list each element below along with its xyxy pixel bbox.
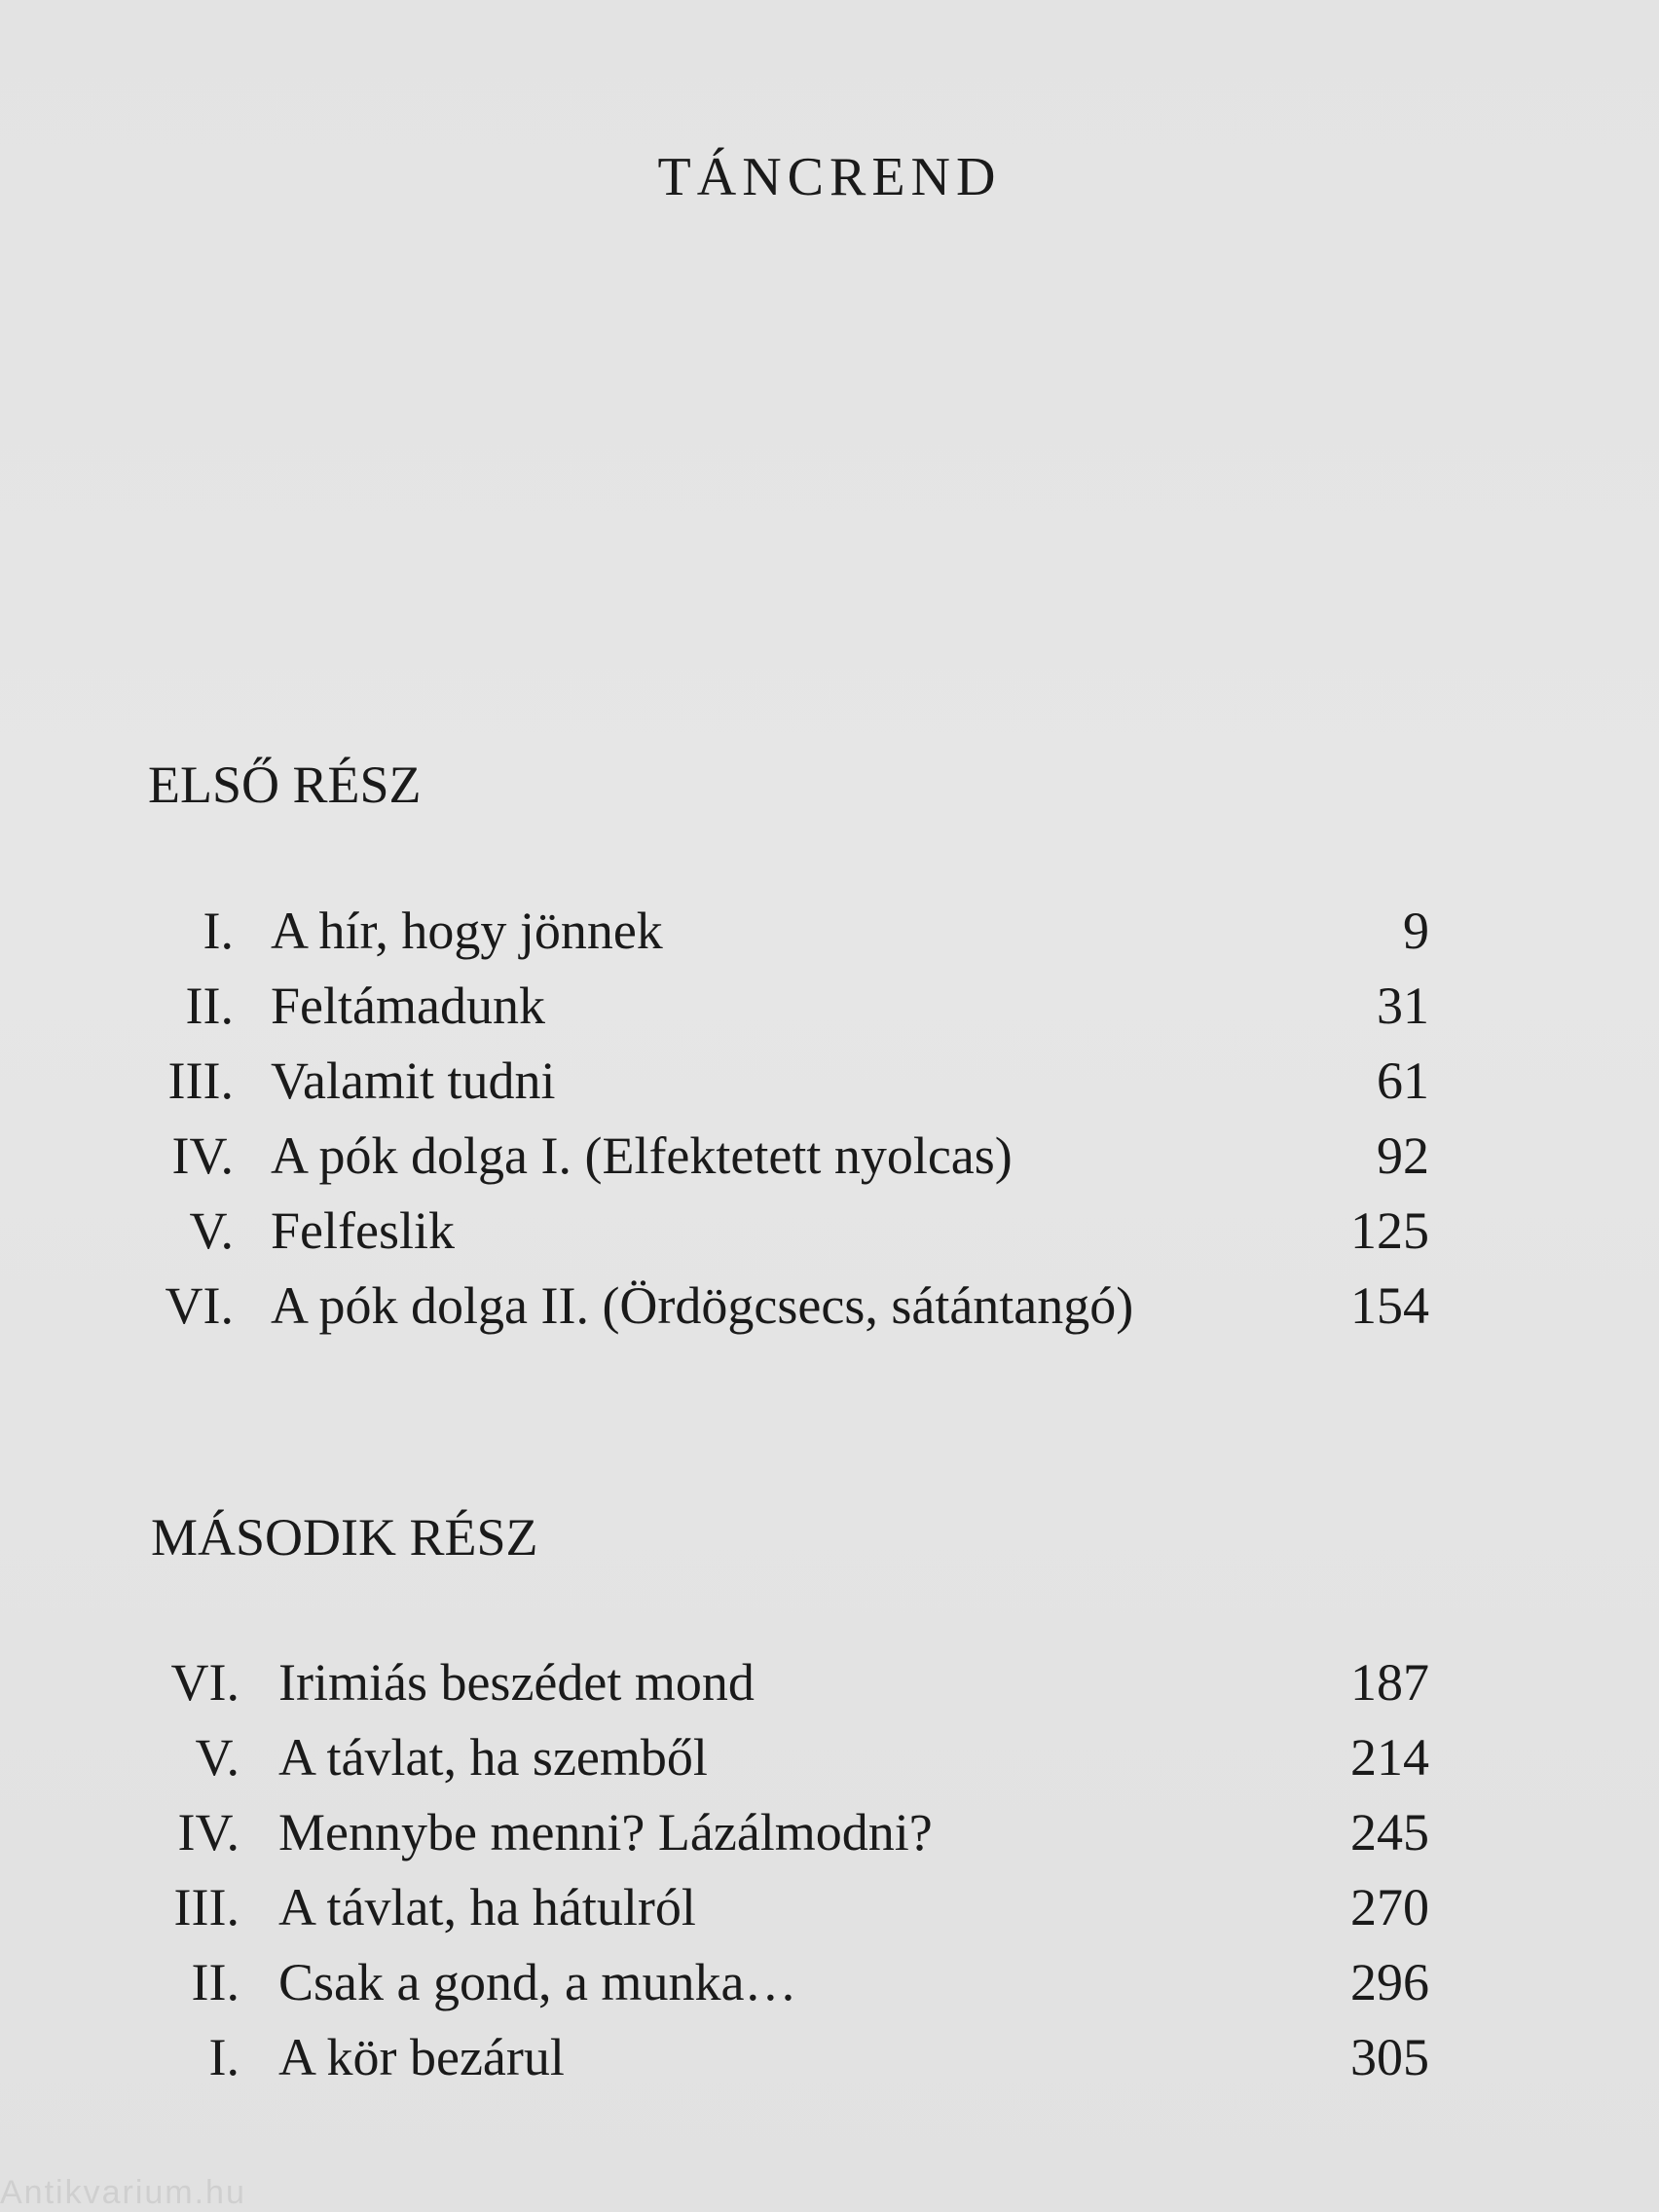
watermark: Antikvarium.hu	[0, 2174, 246, 2211]
toc-entry	[0, 976, 1659, 1051]
part-heading-first: ELSŐ RÉSZ	[148, 756, 422, 814]
part-heading-second: MÁSODIK RÉSZ	[151, 1508, 538, 1567]
chapter-number: I.	[203, 902, 234, 960]
chapter-number: II.	[185, 977, 234, 1035]
page-number: 270	[1350, 1878, 1429, 1936]
page-title: TÁNCREND	[657, 147, 1002, 207]
toc-entry	[0, 1877, 1659, 1952]
toc-part-one	[0, 901, 1659, 1350]
chapter-number: IV.	[177, 1803, 240, 1862]
toc-entry	[0, 1652, 1659, 1727]
chapter-title: A kör bezárul	[278, 2028, 565, 2086]
chapter-title: A pók dolga I. (Elfektetett nyolcas)	[271, 1126, 1013, 1185]
page-number: 296	[1350, 1953, 1429, 2011]
page-number: 31	[1377, 977, 1429, 1035]
page-number: 92	[1377, 1126, 1429, 1185]
toc-entry	[0, 1802, 1659, 1877]
chapter-title: A hír, hogy jönnek	[271, 902, 663, 960]
toc-entry	[0, 1125, 1659, 1200]
page-number: 305	[1350, 2028, 1429, 2086]
toc-entry	[0, 901, 1659, 976]
toc-entry	[0, 1275, 1659, 1350]
chapter-number: V.	[195, 1728, 240, 1787]
toc-entry	[0, 1200, 1659, 1275]
page-number: 245	[1350, 1803, 1429, 1862]
page-number: 125	[1350, 1201, 1429, 1260]
page-number: 9	[1403, 902, 1429, 960]
page-number: 187	[1350, 1653, 1429, 1712]
toc-entry	[0, 1727, 1659, 1802]
chapter-title: A távlat, ha hátulról	[278, 1878, 696, 1936]
chapter-title: Irimiás beszédet mond	[278, 1653, 755, 1712]
toc-entry	[0, 1952, 1659, 2027]
chapter-number: VI.	[165, 1276, 234, 1335]
chapter-number: VI.	[170, 1653, 240, 1712]
page-number: 61	[1377, 1051, 1429, 1110]
chapter-number: I.	[208, 2028, 240, 2086]
chapter-number: II.	[191, 1953, 240, 2011]
toc-part-two	[0, 1652, 1659, 2102]
chapter-number: IV.	[171, 1126, 234, 1185]
chapter-title: A pók dolga II. (Ördögcsecs, sátántangó)	[271, 1276, 1134, 1335]
chapter-title: Valamit tudni	[271, 1051, 556, 1110]
chapter-number: III.	[173, 1878, 240, 1936]
page-number: 214	[1350, 1728, 1429, 1787]
chapter-title: Mennybe menni? Lázálmodni?	[278, 1803, 933, 1862]
toc-entry	[0, 1051, 1659, 1125]
page-number: 154	[1350, 1276, 1429, 1335]
chapter-title: Csak a gond, a munka…	[278, 1953, 797, 2011]
chapter-number: III.	[167, 1051, 234, 1110]
chapter-title: Felfeslik	[271, 1201, 455, 1260]
chapter-title: A távlat, ha szemből	[278, 1728, 708, 1787]
toc-entry	[0, 2027, 1659, 2102]
chapter-number: V.	[189, 1201, 234, 1260]
chapter-title: Feltámadunk	[271, 977, 545, 1035]
